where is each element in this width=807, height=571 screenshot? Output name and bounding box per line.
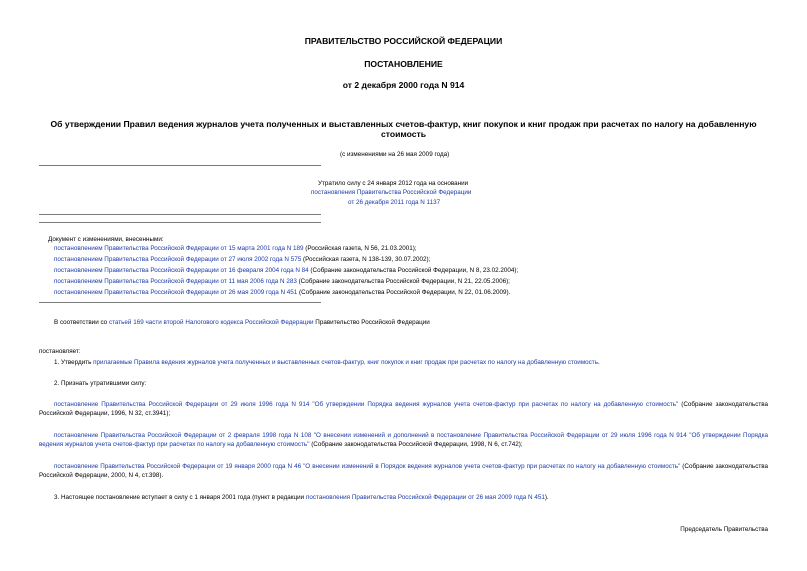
decrees-word: постановляет: <box>39 348 81 355</box>
repealed-act: постановление Правительства Российской Федерации от 2 февраля 1998 года N 108 "О внесении изменений и дополнений в постановление Правительства Российской Федерации от 29 июля 1996 года N 914 "Об утверждении Порядка ведения журналов учета счетов-фактур при расчетах по налогу на добавленную стоимость" (Собрание законодательства Российской Федерации, 1998, N 6, ст.742); <box>39 432 768 448</box>
item-2: 2. Признать утратившими силу: <box>54 380 147 387</box>
amendment-item: постановлением Правительства Российской Федерации от 11 мая 2006 года N 283 (Собрание законодательства Российской Федерации, N 21, 22.05.2006); <box>54 278 510 285</box>
document-title-line2: стоимость <box>380 129 427 139</box>
changes-note: (с изменениями на 26 мая 2009 года) <box>340 151 450 158</box>
expired-link-1[interactable]: постановления Правительства Российской Федерации <box>311 189 472 196</box>
repealed-act-link[interactable]: постановление Правительства Российской Федерации от 29 июля 1996 года N 914 "Об утверждении Порядка ведения журналов учета счетов-фактур при расчетах по налогу на добавленную стоимость" <box>54 401 679 408</box>
amendment-item: постановлением Правительства Российской Федерации от 16 февраля 2004 года N 84 (Собрание законодательства Российской Федерации, N 8, 23.02.2004); <box>54 267 519 274</box>
document-title-line1: Об утверждении Правил ведения журналов учета полученных и выставленных счетов-фактур, книг покупок и книг продаж при расчетах по налогу на добавленную <box>50 119 757 129</box>
expired-text: Утратило силу с 24 января 2012 года на основании <box>318 180 469 187</box>
amendment-link[interactable]: постановлением Правительства Российской Федерации от 15 марта 2001 года N 189 <box>54 245 304 252</box>
amendment-item: постановлением Правительства Российской Федерации от 27 июля 2002 года N 575 (Российская газета, N 138-139, 30.07.2002); <box>54 256 431 263</box>
repealed-act: постановление Правительства Российской Федерации от 19 января 2000 года N 46 "О внесении изменений в Порядок ведения журналов учета счетов-фактур при расчетах по налогу на добавленную стоимость" (Собрание законодательства Российской Федерации, 2000, N 4, ст.398). <box>39 463 769 479</box>
repealed-act-link[interactable]: постановление Правительства Российской Федерации от 19 января 2000 года N 46 "О внесении изменений в Порядок ведения журналов учета счетов-фактур при расчетах по налогу на добавленную стоимость" <box>54 463 681 470</box>
amendment-link[interactable]: постановлением Правительства Российской Федерации от 11 мая 2006 года N 283 <box>54 278 297 285</box>
amendment-item: постановлением Правительства Российской Федерации от 15 марта 2001 года N 189 (Российская газета, N 56, 21.03.2001); <box>54 245 417 252</box>
amendment-item: постановлением Правительства Российской Федерации от 26 мая 2009 года N 451 (Собрание законодательства Российской Федерации, N 22, 01.06.2009). <box>54 289 511 296</box>
amendments-intro: Документ с изменениями, внесенными: <box>48 236 164 243</box>
divider <box>39 165 321 166</box>
rules-link[interactable]: прилагаемые Правила ведения журналов учета полученных и выставленных счетов-фактур, книг покупок и книг продаж при расчетах по налогу на добавленную стоимость <box>93 359 598 366</box>
doc-type-heading: ПОСТАНОВЛЕНИЕ <box>364 59 443 69</box>
preamble: В соответствии со статьей 169 части второй Налогового кодекса Российской Федерации Правительство Российской Федерации <box>54 319 430 326</box>
divider <box>39 222 321 223</box>
repealed-act-link[interactable]: постановление Правительства Российской Федерации от 2 февраля 1998 года N 108 "О внесении изменений и дополнений в постановление Правительства Российской Федерации от 29 июля 1996 года N 914 "Об утверждении Порядка ведения журналов учета счетов-фактур при расчетах по налогу на добавленную стоимость" <box>39 432 768 448</box>
signature: Председатель Правительства <box>680 526 768 533</box>
divider <box>39 302 321 303</box>
date-number-heading: от 2 декабря 2000 года N 914 <box>342 80 465 90</box>
tax-code-link[interactable]: статьей 169 части второй Налогового кодекса Российской Федерации <box>108 319 314 326</box>
divider <box>39 214 321 215</box>
expired-link-2[interactable]: от 26 декабря 2011 года N 1137 <box>348 199 441 206</box>
item-1: 1. Утвердить прилагаемые Правила ведения журналов учета полученных и выставленных счетов-фактур, книг покупок и книг продаж при расчетах по налогу на добавленную стоимость. <box>54 359 600 366</box>
repealed-act: постановление Правительства Российской Федерации от 29 июля 1996 года N 914 "Об утверждении Порядка ведения журналов учета счетов-фактур при расчетах по налогу на добавленную стоимость" (Собрание законодательства Российской Федерации, 1996, N 32, ст.3941); <box>39 401 769 417</box>
amendment-link[interactable]: постановлением Правительства Российской Федерации от 26 мая 2009 года N 451 <box>54 289 298 296</box>
org-heading: ПРАВИТЕЛЬСТВО РОССИЙСКОЙ ФЕДЕРАЦИИ <box>304 36 503 46</box>
amendment-link[interactable]: постановлением Правительства Российской Федерации от 16 февраля 2004 года N 84 <box>54 267 309 274</box>
amendment-2009-link[interactable]: постановления Правительства Российской Федерации от 26 мая 2009 года N 451 <box>305 494 545 501</box>
amendment-link[interactable]: постановлением Правительства Российской Федерации от 27 июля 2002 года N 575 <box>54 256 302 263</box>
item-3: 3. Настоящее постановление вступает в силу с 1 января 2001 года (пункт в редакции постановления Правительства Российской Федерации от 26 мая 2009 года N 451). <box>54 494 549 501</box>
